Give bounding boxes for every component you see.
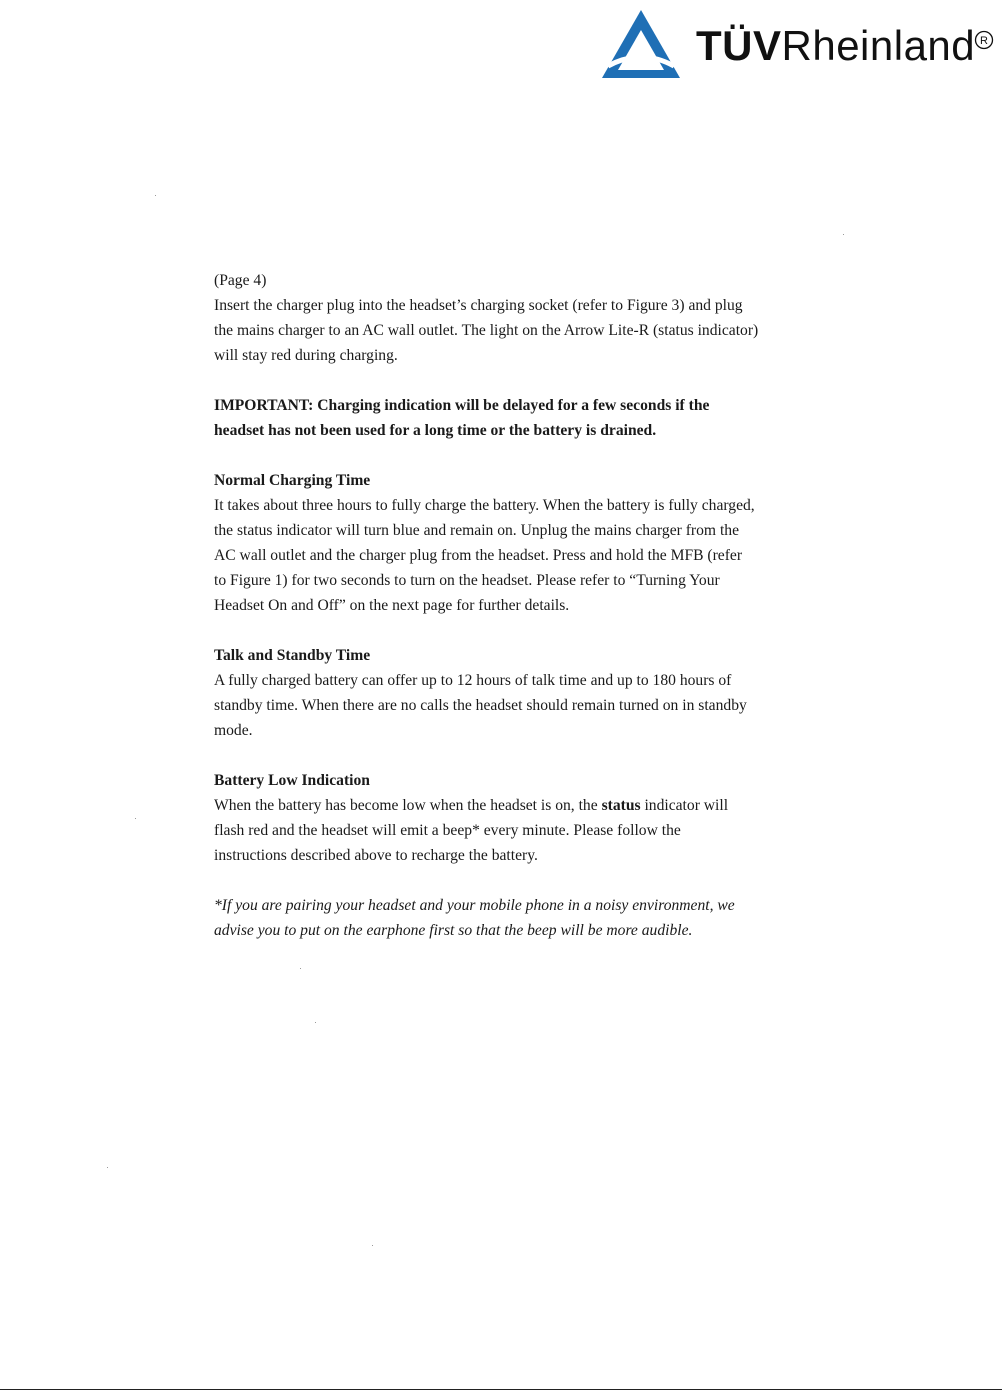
battery-low-text: indicator will — [640, 797, 729, 814]
scan-speck — [155, 195, 156, 196]
battery-low-line: flash red and the headset will emit a beep* every minute. Please follow the — [214, 822, 681, 839]
page-bottom-rule — [0, 1389, 1002, 1390]
battery-low-status-word: status — [601, 797, 641, 814]
registered-mark-icon — [974, 30, 994, 50]
intro-line: the mains charger to an AC wall outlet. The light on the Arrow Lite-R (status indicator) — [214, 322, 759, 339]
svg-text:R: R — [980, 35, 988, 48]
footnote-line: *If you are pairing your headset and your mobile phone in a noisy environment, we — [214, 897, 735, 914]
logo-wordmark — [696, 22, 975, 70]
normal-charging-line: Headset On and Off” on the next page for further details. — [214, 597, 570, 614]
intro-line: will stay red during charging. — [214, 347, 398, 364]
scan-speck — [315, 1022, 316, 1023]
logo-brand-regular: Rheinland — [781, 22, 976, 69]
normal-charging-line: the status indicator will turn blue and remain on. Unplug the mains charger from the — [214, 522, 740, 539]
talk-standby-line: mode. — [214, 722, 253, 739]
normal-charging-line: to Figure 1) for two seconds to turn on the headset. Please refer to “Turning Your — [214, 572, 720, 589]
section-heading-normal-charging: Normal Charging Time — [214, 472, 371, 489]
scan-speck — [300, 968, 301, 969]
section-heading-talk-standby: Talk and Standby Time — [214, 647, 371, 664]
talk-standby-line: A fully charged battery can offer up to 12 hours of talk time and up to 180 hours of — [214, 672, 732, 689]
important-notice: headset has not been used for a long time or the battery is drained. — [214, 422, 657, 439]
battery-low-line: instructions described above to recharge the battery. — [214, 847, 538, 864]
talk-standby-line: standby time. When there are no calls the headset should remain turned on in standby — [214, 697, 747, 714]
important-notice: IMPORTANT: Charging indication will be delayed for a few seconds if the — [214, 397, 710, 414]
section-heading-battery-low: Battery Low Indication — [214, 772, 370, 789]
scan-speck — [843, 234, 844, 235]
scan-speck — [135, 818, 136, 819]
battery-low-text: When the battery has become low when the headset is on, the — [214, 797, 602, 814]
intro-line: Insert the charger plug into the headset’s charging socket (refer to Figure 3) and plug — [214, 297, 743, 314]
tuv-triangle-logo-icon — [600, 8, 682, 80]
battery-low-line — [214, 793, 814, 818]
logo-brand-bold: TÜV — [696, 22, 782, 69]
scan-speck — [372, 1245, 373, 1246]
footnote-line: advise you to put on the earphone first so that the beep will be more audible. — [214, 922, 693, 939]
normal-charging-line: It takes about three hours to fully charge the battery. When the battery is fully charged, — [214, 497, 755, 514]
document-body — [214, 268, 814, 943]
tuv-rheinland-logo — [600, 8, 1000, 80]
normal-charging-line: AC wall outlet and the charger plug from the headset. Press and hold the MFB (refer — [214, 547, 743, 564]
scan-speck — [107, 1167, 108, 1168]
page-label: (Page 4) — [214, 272, 267, 289]
